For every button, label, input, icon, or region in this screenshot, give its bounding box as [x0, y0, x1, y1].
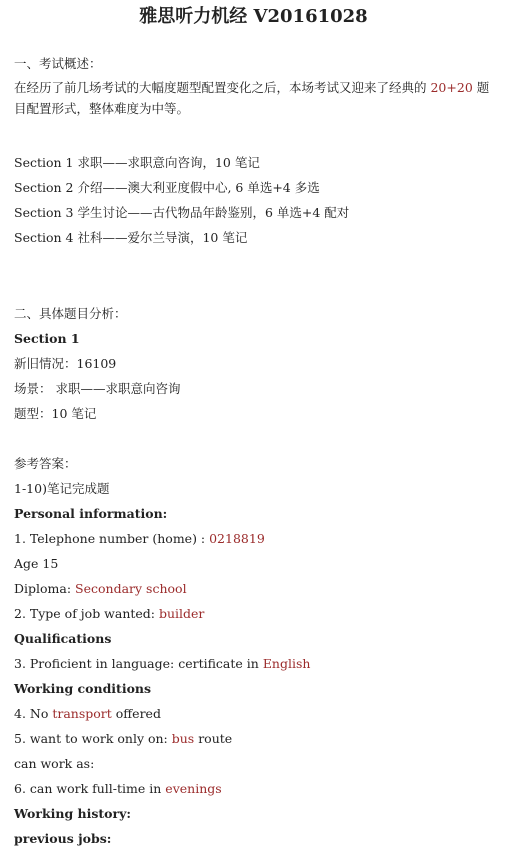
- section-summary-1: Section 1 求职——求职意向咨询，10 笔记: [14, 155, 260, 170]
- answers-heading: 参考答案：: [14, 456, 77, 471]
- analysis-heading: 二、具体题目分析：: [14, 306, 127, 321]
- overview-desc-post: 题目配置形式，整体难度为中等。: [14, 80, 490, 116]
- q1-answer: 0218819: [209, 531, 265, 546]
- q4-line: [14, 706, 161, 722]
- working-history-heading: Working history:: [14, 806, 131, 821]
- q1-text: 1. Telephone number (home) :: [14, 531, 210, 546]
- diploma-answer: Secondary school: [75, 581, 187, 596]
- overview-heading: 一、考试概述：: [14, 56, 102, 71]
- q5-text: 5. want to work only on:: [14, 731, 172, 746]
- q4-answer: transport: [52, 706, 112, 721]
- q3-answer: English: [262, 656, 311, 671]
- q3-line: [14, 656, 310, 672]
- diploma-text: Diploma:: [14, 581, 76, 596]
- section-summary-4: Section 4 社科——爱尔兰导演，10 笔记: [14, 230, 248, 245]
- overview-desc-pre: 在经历了前几场考试的大幅度题型配置变化之后，本场考试又迎来了经典的: [14, 80, 431, 95]
- section-summary-3: Section 3 学生讨论——古代物品年龄鉴别，6 单选+4 配对: [14, 205, 350, 220]
- q2-text: 2. Type of job wanted:: [14, 606, 159, 621]
- q5-text-post: route: [194, 731, 233, 746]
- status-line: 新旧情况：16109: [14, 356, 117, 371]
- range-line: 1-10)笔记完成题: [14, 481, 110, 496]
- page-title: 雅思听力机经 V20161028: [139, 6, 368, 27]
- type-line: 题型：10 笔记: [14, 406, 97, 421]
- scene-line: 场景： 求职——求职意向咨询: [14, 381, 181, 396]
- qualifications-heading: Qualifications: [14, 631, 112, 646]
- q4-text-post: offered: [111, 706, 161, 721]
- section-summary-2: Section 2 介绍——澳大利亚度假中心, 6 单选+4 多选: [14, 180, 320, 195]
- overview-desc-number: 20+20: [430, 80, 473, 95]
- q4-text: 4. No: [14, 706, 53, 721]
- q3-text: 3. Proficient in language: certificate in: [14, 656, 263, 671]
- q5-line: [14, 731, 232, 747]
- previous-jobs-heading: previous jobs:: [14, 831, 112, 846]
- q6-line: [14, 781, 222, 797]
- overview-description: [14, 77, 499, 119]
- q2-answer: builder: [158, 606, 205, 621]
- personal-info-heading: Personal information:: [14, 506, 168, 521]
- can-work-as-line: can work as:: [14, 756, 95, 771]
- q2-line: [14, 606, 204, 622]
- q6-answer: evenings: [165, 781, 222, 796]
- q6-text: 6. can work full-time in: [14, 781, 166, 796]
- working-conditions-heading: Working conditions: [14, 681, 152, 696]
- q5-answer: bus: [171, 731, 195, 746]
- section-1-label: Section 1: [14, 331, 80, 346]
- age-line: Age 15: [14, 556, 59, 571]
- diploma-line: [14, 581, 187, 597]
- q1-line: [14, 531, 265, 547]
